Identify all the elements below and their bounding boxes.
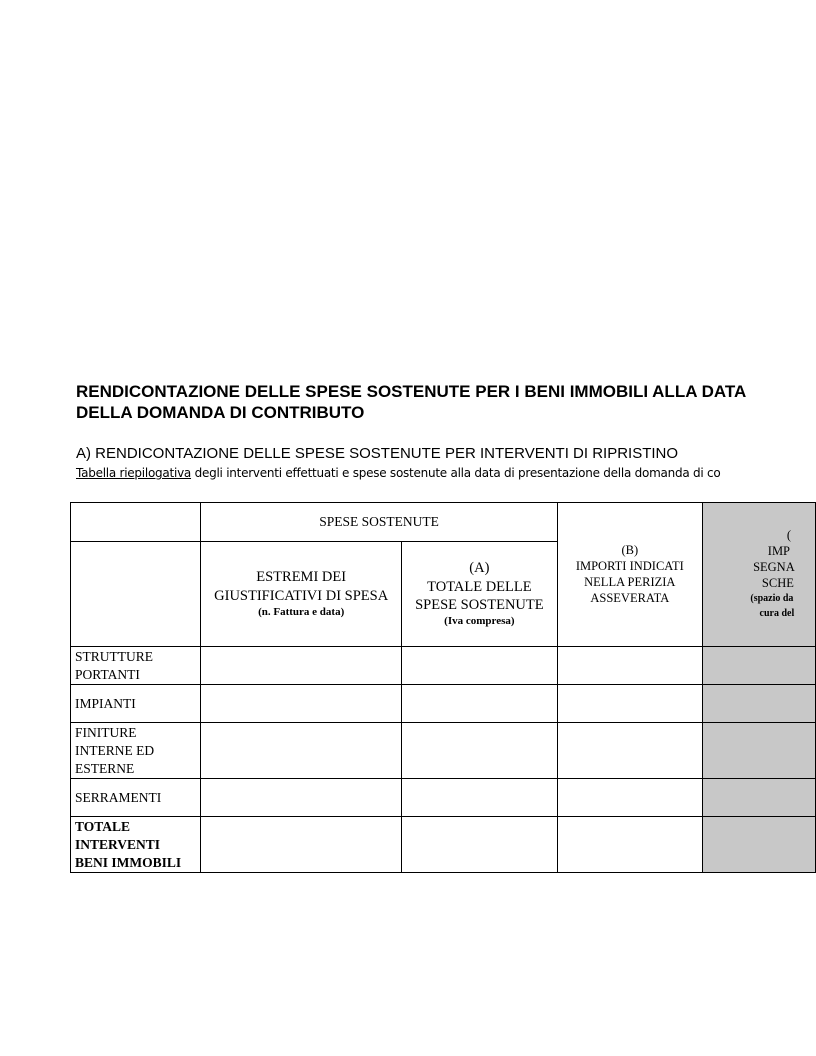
group-header-spese-sostenute: SPESE SOSTENUTE <box>201 503 557 542</box>
cell-estremi[interactable] <box>201 685 402 723</box>
intro-rest: degli interventi effettuati e spese sostenute alla data di presentazione della domanda di co <box>191 466 721 480</box>
table-row <box>71 779 816 817</box>
cell-c <box>702 685 815 723</box>
cell-b[interactable] <box>557 817 702 873</box>
cell-a[interactable] <box>401 647 557 685</box>
table-row-total <box>71 817 816 873</box>
row-label-strutture-portanti: STRUTTURE PORTANTI <box>71 647 201 685</box>
cell-a[interactable] <box>401 685 557 723</box>
table-row <box>71 723 816 779</box>
column-header-estremi: ESTREMI DEI GIUSTIFICATIVI DI SPESA (n. Fattura e data) <box>201 542 402 647</box>
section-intro <box>76 465 720 481</box>
title-line-2: DELLA DOMANDA DI CONTRIBUTO <box>76 403 365 422</box>
corner-cell <box>71 503 201 542</box>
column-header-b: (B) IMPORTI INDICATI NELLA PERIZIA ASSEVERATA <box>557 503 702 647</box>
table-row <box>71 685 816 723</box>
title-line-1: RENDICONTAZIONE DELLE SPESE SOSTENUTE PER I BENI IMMOBILI ALLA DATA <box>76 382 747 401</box>
cell-estremi[interactable] <box>201 817 402 873</box>
column-header-a: (A) TOTALE DELLE SPESE SOSTENUTE (Iva compresa) <box>401 542 557 647</box>
cell-a[interactable] <box>401 779 557 817</box>
cell-b[interactable] <box>557 779 702 817</box>
row-label-impianti: IMPIANTI <box>71 685 201 723</box>
cell-estremi[interactable] <box>201 647 402 685</box>
cell-c <box>702 779 815 817</box>
expenses-table <box>70 502 816 873</box>
document-title <box>76 381 816 423</box>
cell-estremi[interactable] <box>201 779 402 817</box>
row-label-totale: TOTALE INTERVENTI BENI IMMOBILI <box>71 817 201 873</box>
cell-c <box>702 817 815 873</box>
column-header-c: ( IMP SEGNA SCHE (spazio da cura del <box>702 503 815 647</box>
cell-c <box>702 647 815 685</box>
cell-b[interactable] <box>557 723 702 779</box>
cell-a[interactable] <box>401 723 557 779</box>
label-header-cell <box>71 542 201 647</box>
cell-c <box>702 723 815 779</box>
cell-b[interactable] <box>557 647 702 685</box>
intro-underlined: Tabella riepilogativa <box>76 466 192 480</box>
cell-b[interactable] <box>557 685 702 723</box>
table-row <box>71 647 816 685</box>
row-label-finiture: FINITURE INTERNE ED ESTERNE <box>71 723 201 779</box>
header-row-1 <box>71 503 816 542</box>
row-label-serramenti: SERRAMENTI <box>71 779 201 817</box>
section-heading: A) RENDICONTAZIONE DELLE SPESE SOSTENUTE PER INTERVENTI DI RIPRISTINO <box>76 445 679 462</box>
cell-a[interactable] <box>401 817 557 873</box>
cell-estremi[interactable] <box>201 723 402 779</box>
